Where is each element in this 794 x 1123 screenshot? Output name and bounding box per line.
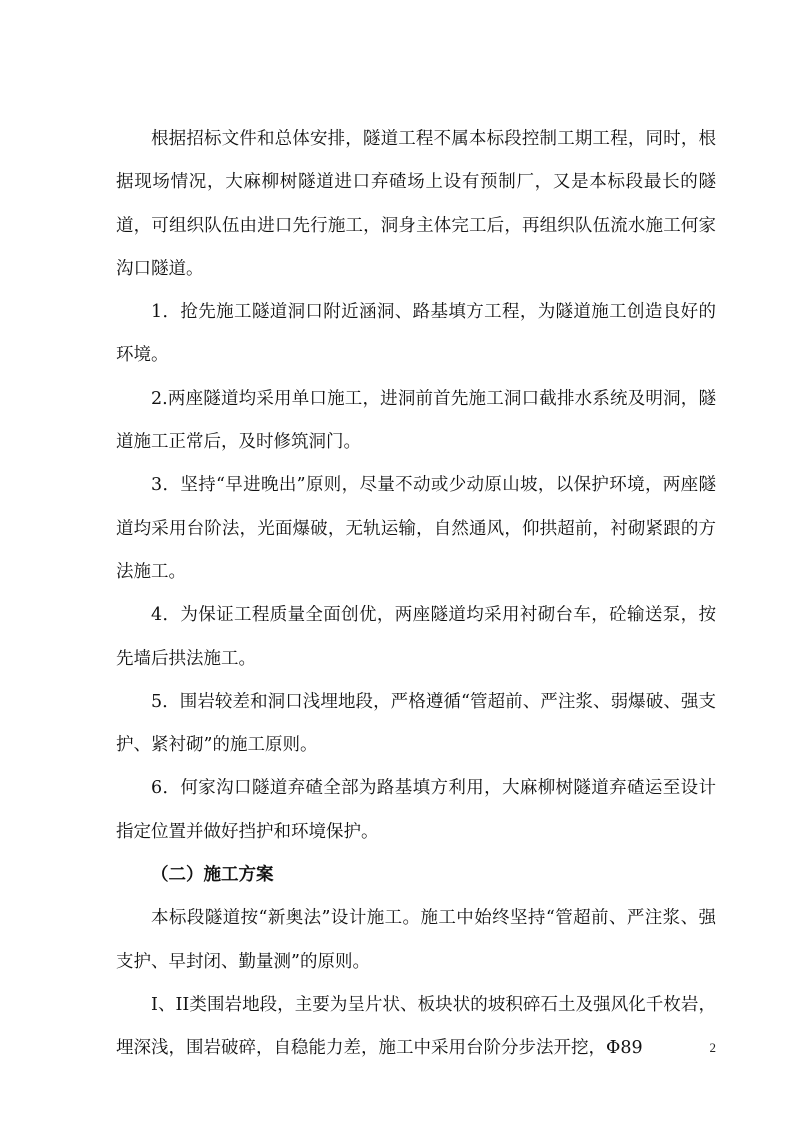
paragraph-item-3: 3．坚持“早进晚出”原则，尽量不动或少动原山坡，以保护环境，两座隧道均采用台阶法，光面爆破，无轨运输，自然通风，仰拱超前，衬砌紧跟的方法施工。 bbox=[116, 475, 716, 582]
paragraph-item-5: 5．围岩较差和洞口浅埋地段，严格遵循“管超前、严注浆、弱爆破、强支护、紧衬砌”的施工原则。 bbox=[116, 691, 716, 756]
paragraph-item-6: 6．何家沟口隧道弃碴全部为路基填方利用，大麻柳树隧道弃碴运至设计指定位置并做好挡护和环境保护。 bbox=[116, 778, 716, 842]
paragraph-item-4: 4．为保证工程质量全面创优，两座隧道均采用衬砌台车，砼输送泵，按先墙后拱法施工。 bbox=[116, 605, 716, 669]
paragraph-method: 本标段隧道按“新奥法”设计施工。施工中始终坚持“管超前、严注浆、强支护、早封闭、勤量测”的原则。 bbox=[116, 908, 716, 972]
paragraph-overview: 根据招标文件和总体安排，隧道工程不属本标段控制工期工程，同时，根据现场情况，大麻柳树隧道进口弃碴场上设有预制厂，又是本标段最长的隧道，可组织队伍由进口先行施工，洞身主体完工后，再组织队伍流水施工何家沟口隧道。 bbox=[116, 129, 716, 279]
paragraph-item-1: 1．抢先施工隧道洞口附近涵洞、路基填方工程，为隧道施工创造良好的环境。 bbox=[116, 302, 716, 366]
paragraph-item-2: 2.两座隧道均采用单口施工，进洞前首先施工洞口截排水系统及明洞，隧道施工正常后，及时修筑洞门。 bbox=[116, 388, 716, 453]
document-body bbox=[116, 118, 716, 1071]
paragraph-rock-class: I、II类围岩地段，主要为呈片状、板块状的坡积碎石土及强风化千枚岩，埋深浅，围岩破碎，自稳能力差，施工中采用台阶分步法开挖，Φ89 bbox=[116, 994, 716, 1059]
page-number: 2 bbox=[709, 1040, 716, 1055]
section-heading: （二）施工方案 bbox=[151, 865, 274, 886]
